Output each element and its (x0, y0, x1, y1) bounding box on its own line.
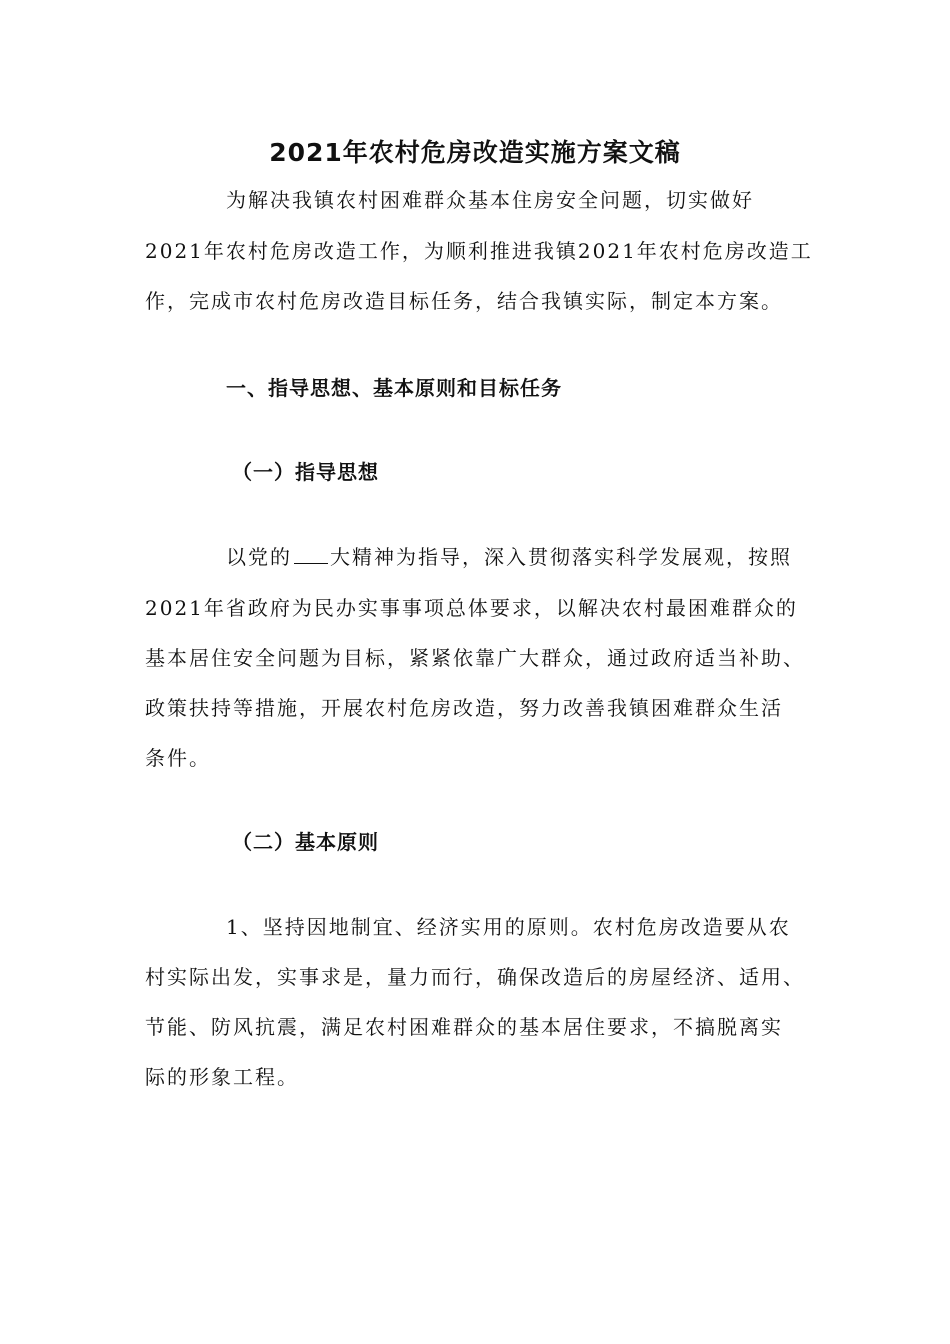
subsection-heading-basic-principles: （二）基本原则 (232, 830, 379, 854)
guiding-line-4: 政策扶持等措施，开展农村危房改造，努力改善我镇困难群众生活 (145, 696, 783, 720)
principle-line-1: 1、坚持因地制宜、经济实用的原则。农村危房改造要从农 (226, 915, 791, 939)
guiding-line-1 (226, 543, 792, 571)
intro-line-3: 作，完成市农村危房改造目标任务，结合我镇实际，制定本方案。 (145, 289, 783, 313)
guiding-line-2: 2021年省政府为民办实事事项总体要求，以解决农村最困难群众的 (145, 596, 798, 620)
principle-line-4: 际的形象工程。 (145, 1065, 299, 1089)
intro-line-1: 为解决我镇农村困难群众基本住房安全问题，切实做好 (226, 188, 754, 212)
principle-line-3: 节能、防风抗震，满足农村困难群众的基本居住要求，不搞脱离实 (145, 1015, 783, 1039)
subsection-heading-guiding-thought: （一）指导思想 (232, 460, 379, 484)
section-heading-1: 一、指导思想、基本原则和目标任务 (226, 376, 562, 400)
guiding-line-1-start: 以党的 (226, 545, 292, 569)
guiding-line-3: 基本居住安全问题为目标，紧紧依靠广大群众，通过政府适当补助、 (145, 646, 805, 670)
document-title: 2021年农村危房改造实施方案文稿 (269, 138, 681, 167)
guiding-line-1-end: 大精神为指导，深入贯彻落实科学发展观，按照 (330, 545, 792, 569)
guiding-line-5: 条件。 (145, 746, 211, 770)
principle-line-2: 村实际出发，实事求是，量力而行，确保改造后的房屋经济、适用、 (145, 965, 805, 989)
fill-in-blank (294, 545, 328, 564)
intro-line-2: 2021年农村危房改造工作，为顺利推进我镇2021年农村危房改造工 (145, 239, 813, 263)
